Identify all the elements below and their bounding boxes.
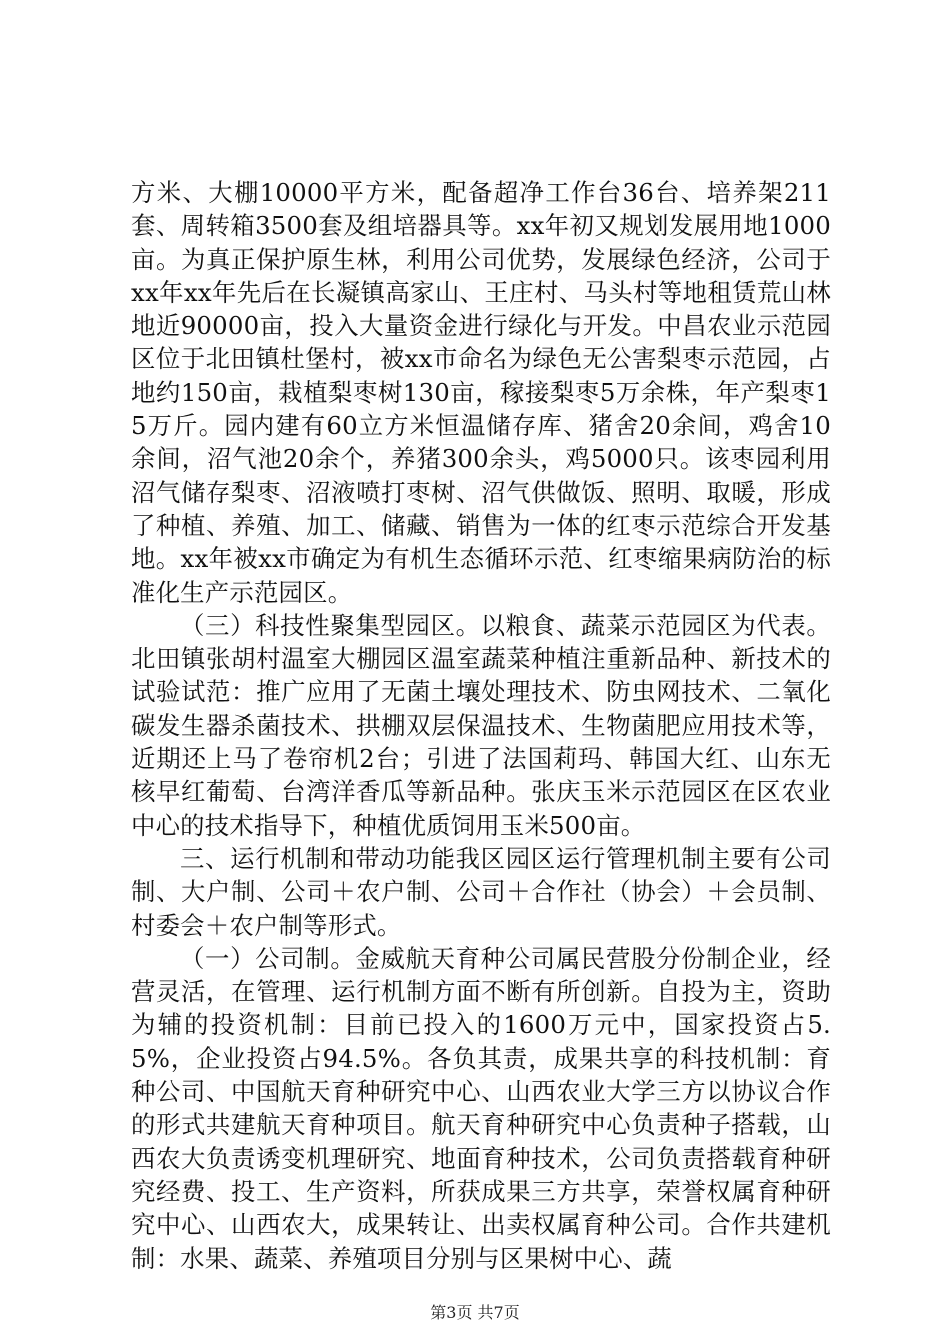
paragraph-4: （一）公司制。金威航天育种公司属民营股分份制企业，经营灵活，在管理、运行机制方面不断有所创新。自投为主，资助为辅的投资机制：目前已投入的1600万元中，国家投资占5.5%，企业投资占94.5%。各负其责，成果共享的科技机制：育种公司、中国航天育种研究中心、山西农业大学三方以协议合作的形式共建航天育种项目。航天育种研究中心负责种子搭载，山西农大负责诱变机理研究、地面育种技术，公司负责搭载育种研究经费、投工、生产资料，所获成果三方共享，荣誉权属育种研究中心、山西农大，成果转让、出卖权属育种公司。合作共建机制：水果、蔬菜、养殖项目分别与区果树中心、蔬: [131, 943, 831, 1273]
page-footer: 第3页 共7页: [430, 1303, 520, 1322]
document-body: [131, 176, 831, 1275]
paragraph-2: （三）科技性聚集型园区。以粮食、蔬菜示范园区为代表。北田镇张胡村温室大棚园区温室蔬菜种植注重新品种、新技术的试验试范：推广应用了无菌土壤处理技术、防虫网技术、二氧化碳发生器杀菌技术、拱棚双层保温技术、生物菌肥应用技术等，近期还上马了卷帘机2台；引进了法国莉玛、韩国大红、山东无核早红葡萄、台湾洋香瓜等新品种。张庆玉米示范园区在区农业中心的技术指导下，种植优质饲用玉米500亩。: [131, 610, 831, 840]
paragraph-3: 三、运行机制和带动功能我区园区运行管理机制主要有公司制、大户制、公司＋农户制、公司＋合作社（协会）＋会员制、村委会＋农户制等形式。: [131, 843, 831, 940]
paragraph-1: 方米、大棚10000平方米，配备超净工作台36台、培养架211套、周转箱3500套及组培器具等。xx年初又规划发展用地1000亩。为真正保护原生林，利用公司优势，发展绿色经济，公司于xx年xx年先后在长凝镇高家山、王庄村、马头村等地租赁荒山林地近90000亩，投入大量资金进行绿化与开发。中昌农业示范园区位于北田镇杜堡村，被xx市命名为绿色无公害梨枣示范园，占地约150亩，栽植梨枣树130亩，稼接梨枣5万余株，年产梨枣15万斤。园内建有60立方米恒温储存库、猪舍20余间，鸡舍10余间，沼气池20余个，养猪300余头，鸡5000只。该枣园利用沼气储存梨枣、沼液喷打枣树、沼气供做饭、照明、取暖，形成了种植、养殖、加工、储藏、销售为一体的红枣示范综合开发基地。xx年被xx市确定为有机生态循环示范、红枣缩果病防治的标准化生产示范园区。: [131, 178, 831, 607]
